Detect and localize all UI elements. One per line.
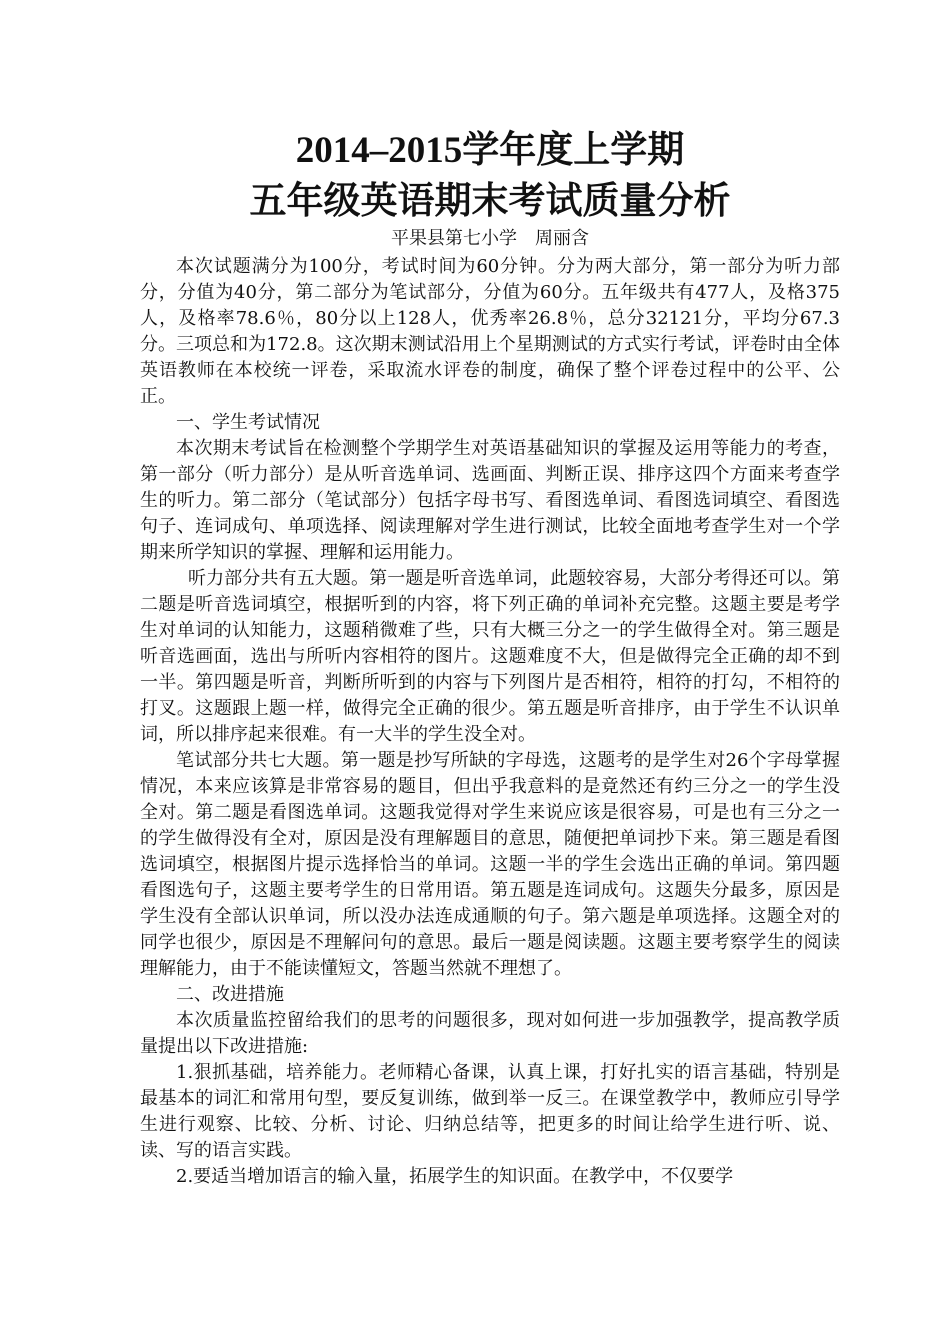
paragraph-exam-overview: 本次期末考试旨在检测整个学期学生对英语基础知识的掌握及运用等能力的考查，第一部分（听力部分）是从听音选单词、选画面、判断正误、排序这四个方面来考查学生的听力。第二部分（笔试部分）包括字母书写、看图选单词、看图选词填空、看图选句子、连词成句、单项选择、阅读理解对学生进行测试，比较全面地考查学生对一个学期来所学知识的掌握、理解和运用能力。: [140, 438, 840, 563]
document-page: [140, 126, 840, 1190]
author-line: 平果县第七小学 周丽含: [391, 228, 589, 249]
paragraph-measure-1: 1.狠抓基础，培养能力。老师精心备课，认真上课，打好扎实的语言基础，特别是最基本的词汇和常用句型，要反复训练，做到举一反三。在课堂教学中，教师应引导学生进行观察、比较、分析、讨论、归纳总结等，把更多的时间让给学生进行听、说、读、写的语言实践。: [140, 1062, 840, 1161]
section-heading-1: 一、学生考试情况: [176, 412, 320, 433]
section-heading-2: 二、改进措施: [176, 984, 284, 1005]
paragraph-measure-2: 2.要适当增加语言的输入量，拓展学生的知识面。在教学中，不仅要学: [176, 1166, 734, 1187]
document-title-line1: 2014–2015学年度上学期: [295, 130, 685, 171]
paragraph-improvement-intro: 本次质量监控留给我们的思考的问题很多，现对如何进一步加强教学，提高教学质量提出以下改进措施:: [140, 1010, 840, 1057]
paragraph-written: 笔试部分共七大题。第一题是抄写所缺的字母选，这题考的是学生对26个字母掌握情况，本来应该算是非常容易的题目，但出乎我意料的是竟然还有约三分之一的学生没全对。第二题是看图选单词。这题我觉得对学生来说应该是很容易，可是也有三分之一的学生做得没有全对，原因是没有理解题目的意思，随便把单词抄下来。第三题是看图选词填空，根据图片提示选择恰当的单词。这题一半的学生会选出正确的单词。第四题看图选句子，这题主要考学生的日常用语。第五题是连词成句。这题失分最多，原因是学生没有全部认识单词，所以没办法连成通顺的句子。第六题是单项选择。这题全对的同学也很少，原因是不理解问句的意思。最后一题是阅读题。这题主要考察学生的阅读理解能力，由于不能读懂短文，答题当然就不理想了。: [140, 750, 840, 979]
paragraph-intro: 本次试题满分为100分，考试时间为60分钟。分为两大部分，第一部分为听力部分，分值为40分，第二部分为笔试部分，分值为60分。五年级共有477人，及格375人，及格率78.6％，80分以上128人，优秀率26.8％，总分32121分，平均分67.3分。三项总和为172.8。这次期末测试沿用上个星期测试的方式实行考试，评卷时由全体英语教师在本校统一评卷，采取流水评卷的制度，确保了整个评卷过程中的公平、公正。: [140, 256, 840, 407]
paragraph-listening: 听力部分共有五大题。第一题是听音选单词，此题较容易，大部分考得还可以。第二题是听音选词填空，根据听到的内容，将下列正确的单词补充完整。这题主要是考学生对单词的认知能力，这题稍微难了些，只有大概三分之一的学生做得全对。第三题是听音选画面，选出与所听内容相符的图片。这题难度不大，但是做得完全正确的却不到一半。第四题是听音，判断所听到的内容与下列图片是否相符，相符的打勾，不相符的打叉。这题跟上题一样，做得完全正确的很少。第五题是听音排序，由于学生不认识单词，所以排序起来很难。有一大半的学生没全对。: [140, 568, 840, 745]
document-title-line2: 五年级英语期末考试质量分析: [249, 181, 731, 222]
